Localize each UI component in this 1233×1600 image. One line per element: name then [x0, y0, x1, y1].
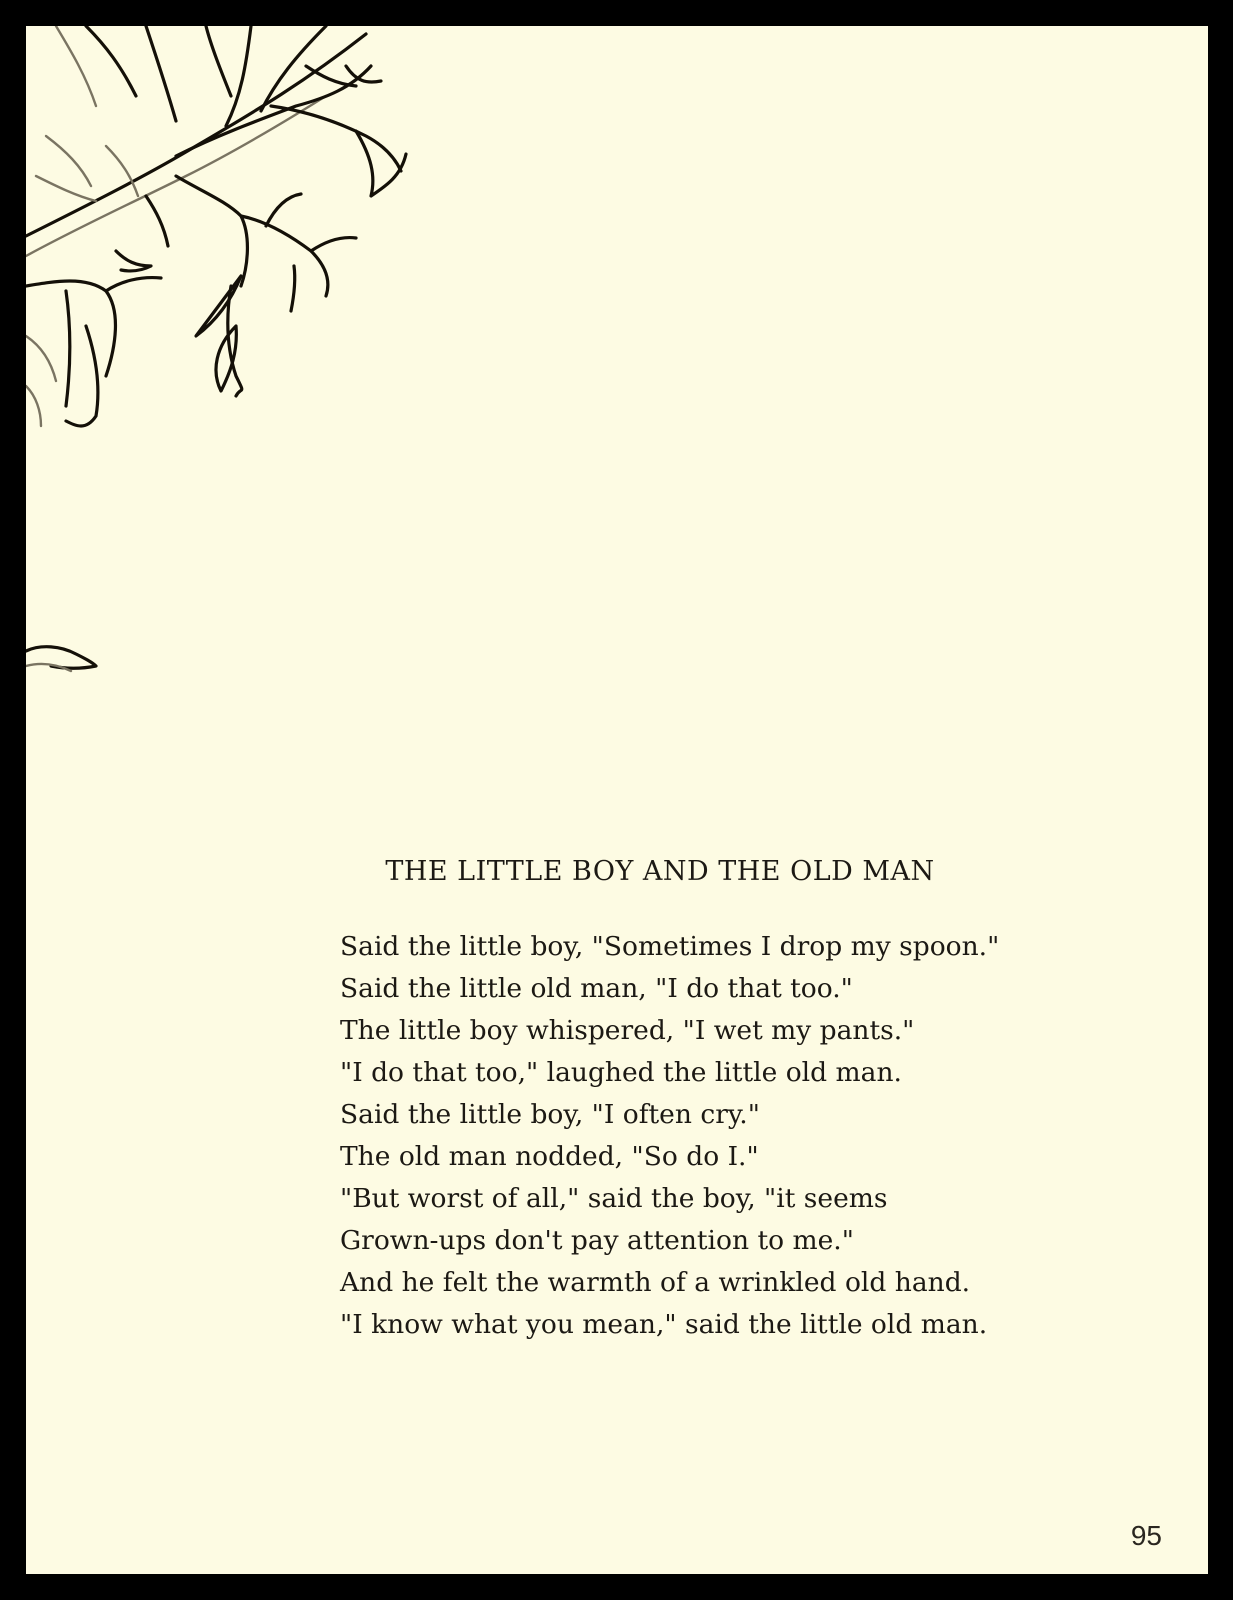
- book-page: [26, 26, 1208, 1574]
- poem-line: Said the little boy, "Sometimes I drop my spoon.": [340, 931, 1000, 962]
- poem-line: Grown-ups don't pay attention to me.": [340, 1225, 854, 1256]
- poem-title: THE LITTLE BOY AND THE OLD MAN: [385, 856, 935, 887]
- poem-line: The old man nodded, "So do I.": [340, 1141, 759, 1172]
- poem-line: Said the little old man, "I do that too.": [340, 973, 853, 1004]
- poem-stanza: [340, 926, 1120, 1346]
- page-number: 95: [1130, 1520, 1162, 1551]
- poem-line: The little boy whispered, "I wet my pants.": [340, 1015, 915, 1046]
- poem-line: "I do that too," laughed the little old man.: [340, 1057, 902, 1088]
- tree-branch-drawing-icon: [26, 26, 466, 746]
- poem-line: And he felt the warmth of a wrinkled old hand.: [340, 1267, 971, 1298]
- poem-line: "But worst of all," said the boy, "it seems: [340, 1183, 888, 1214]
- poem-line: "I know what you mean," said the little old man.: [340, 1309, 988, 1340]
- poem-line: Said the little boy, "I often cry.": [340, 1099, 760, 1130]
